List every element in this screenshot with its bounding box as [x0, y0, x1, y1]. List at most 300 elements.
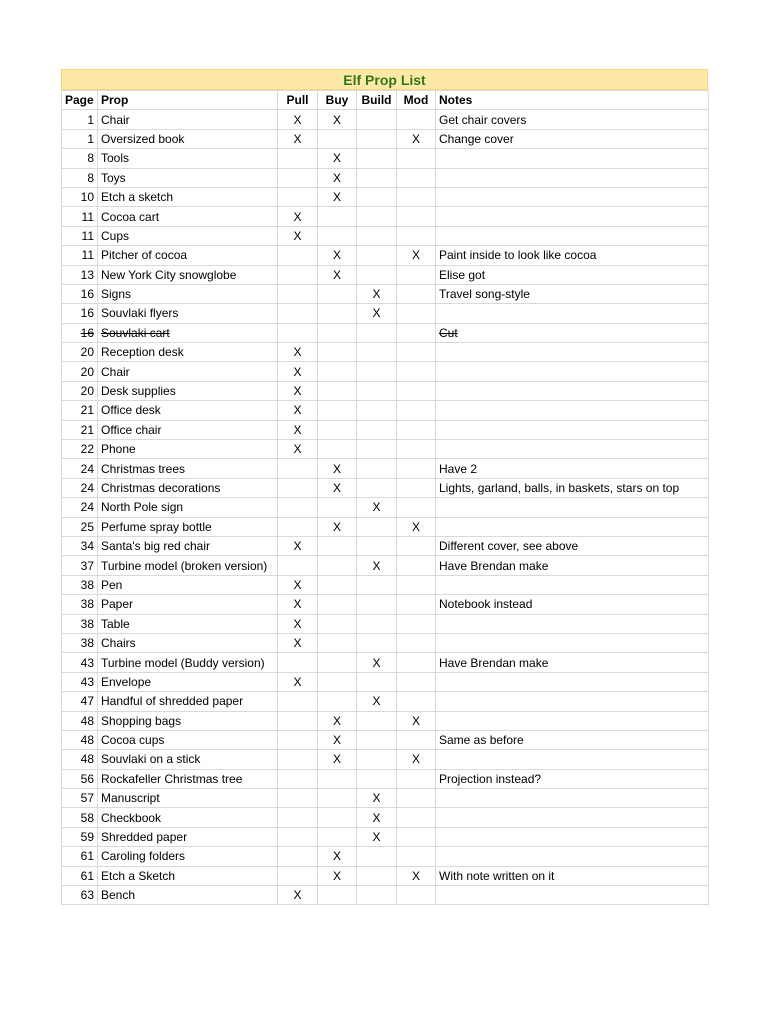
- cell-build[interactable]: X: [357, 827, 397, 846]
- cell-buy[interactable]: [318, 653, 357, 672]
- cell-notes[interactable]: [436, 711, 709, 730]
- cell-mod[interactable]: [397, 730, 436, 749]
- cell-buy[interactable]: [318, 575, 357, 594]
- cell-mod[interactable]: [397, 556, 436, 575]
- cell-buy[interactable]: X: [318, 478, 357, 497]
- cell-build[interactable]: [357, 459, 397, 478]
- cell-pull[interactable]: X: [278, 886, 318, 905]
- cell-page[interactable]: 47: [62, 692, 98, 711]
- cell-mod[interactable]: [397, 362, 436, 381]
- cell-mod[interactable]: [397, 226, 436, 245]
- cell-page[interactable]: 22: [62, 440, 98, 459]
- cell-buy[interactable]: [318, 381, 357, 400]
- cell-build[interactable]: [357, 323, 397, 342]
- cell-mod[interactable]: [397, 536, 436, 555]
- cell-prop[interactable]: Etch a Sketch: [98, 866, 278, 885]
- cell-build[interactable]: X: [357, 808, 397, 827]
- cell-build[interactable]: [357, 614, 397, 633]
- cell-notes[interactable]: Lights, garland, balls, in baskets, stars on top: [436, 478, 709, 497]
- cell-page[interactable]: 11: [62, 207, 98, 226]
- cell-mod[interactable]: [397, 478, 436, 497]
- cell-page[interactable]: 24: [62, 459, 98, 478]
- cell-build[interactable]: [357, 517, 397, 536]
- cell-build[interactable]: [357, 575, 397, 594]
- cell-notes[interactable]: [436, 343, 709, 362]
- cell-pull[interactable]: X: [278, 362, 318, 381]
- cell-prop[interactable]: Chair: [98, 362, 278, 381]
- cell-pull[interactable]: [278, 750, 318, 769]
- cell-build[interactable]: [357, 750, 397, 769]
- cell-mod[interactable]: X: [397, 129, 436, 148]
- cell-build[interactable]: [357, 440, 397, 459]
- cell-mod[interactable]: [397, 769, 436, 788]
- cell-buy[interactable]: [318, 420, 357, 439]
- cell-notes[interactable]: [436, 789, 709, 808]
- cell-mod[interactable]: [397, 401, 436, 420]
- cell-mod[interactable]: [397, 110, 436, 129]
- cell-mod[interactable]: [397, 886, 436, 905]
- cell-page[interactable]: 11: [62, 226, 98, 245]
- cell-buy[interactable]: X: [318, 711, 357, 730]
- cell-prop[interactable]: Perfume spray bottle: [98, 517, 278, 536]
- cell-notes[interactable]: [436, 614, 709, 633]
- cell-page[interactable]: 56: [62, 769, 98, 788]
- cell-page[interactable]: 43: [62, 653, 98, 672]
- cell-buy[interactable]: [318, 304, 357, 323]
- cell-prop[interactable]: Pitcher of cocoa: [98, 246, 278, 265]
- cell-buy[interactable]: X: [318, 187, 357, 206]
- cell-build[interactable]: [357, 168, 397, 187]
- cell-page[interactable]: 38: [62, 575, 98, 594]
- cell-notes[interactable]: [436, 401, 709, 420]
- cell-build[interactable]: [357, 343, 397, 362]
- cell-mod[interactable]: [397, 614, 436, 633]
- cell-mod[interactable]: X: [397, 711, 436, 730]
- cell-notes[interactable]: Have Brendan make: [436, 653, 709, 672]
- cell-mod[interactable]: X: [397, 750, 436, 769]
- cell-build[interactable]: [357, 769, 397, 788]
- cell-pull[interactable]: X: [278, 207, 318, 226]
- header-build[interactable]: Build: [357, 91, 397, 110]
- cell-pull[interactable]: [278, 866, 318, 885]
- cell-notes[interactable]: Paint inside to look like cocoa: [436, 246, 709, 265]
- cell-mod[interactable]: [397, 459, 436, 478]
- cell-mod[interactable]: [397, 808, 436, 827]
- cell-notes[interactable]: [436, 886, 709, 905]
- cell-prop[interactable]: Souvlaki on a stick: [98, 750, 278, 769]
- cell-buy[interactable]: X: [318, 866, 357, 885]
- cell-notes[interactable]: [436, 440, 709, 459]
- cell-buy[interactable]: X: [318, 110, 357, 129]
- cell-mod[interactable]: X: [397, 246, 436, 265]
- cell-prop[interactable]: Office chair: [98, 420, 278, 439]
- cell-prop[interactable]: Office desk: [98, 401, 278, 420]
- cell-notes[interactable]: Get chair covers: [436, 110, 709, 129]
- cell-prop[interactable]: Cocoa cups: [98, 730, 278, 749]
- cell-build[interactable]: [357, 381, 397, 400]
- cell-mod[interactable]: [397, 304, 436, 323]
- table-row: [62, 440, 709, 459]
- cell-notes[interactable]: [436, 226, 709, 245]
- cell-notes[interactable]: Have Brendan make: [436, 556, 709, 575]
- cell-prop[interactable]: Handful of shredded paper: [98, 692, 278, 711]
- cell-notes[interactable]: [436, 304, 709, 323]
- cell-pull[interactable]: [278, 711, 318, 730]
- cell-buy[interactable]: [318, 789, 357, 808]
- cell-buy[interactable]: [318, 827, 357, 846]
- cell-buy[interactable]: X: [318, 265, 357, 284]
- cell-page[interactable]: 58: [62, 808, 98, 827]
- cell-buy[interactable]: [318, 343, 357, 362]
- cell-notes[interactable]: [436, 168, 709, 187]
- cell-page[interactable]: 16: [62, 284, 98, 303]
- cell-mod[interactable]: [397, 323, 436, 342]
- cell-prop[interactable]: Manuscript: [98, 789, 278, 808]
- cell-notes[interactable]: Different cover, see above: [436, 536, 709, 555]
- cell-pull[interactable]: [278, 304, 318, 323]
- cell-notes[interactable]: [436, 575, 709, 594]
- cell-notes[interactable]: Cut: [436, 323, 709, 342]
- cell-prop[interactable]: Caroling folders: [98, 847, 278, 866]
- cell-notes[interactable]: [436, 847, 709, 866]
- cell-build[interactable]: [357, 711, 397, 730]
- cell-build[interactable]: [357, 595, 397, 614]
- cell-pull[interactable]: [278, 517, 318, 536]
- cell-pull[interactable]: [278, 653, 318, 672]
- cell-prop[interactable]: Phone: [98, 440, 278, 459]
- cell-notes[interactable]: With note written on it: [436, 866, 709, 885]
- cell-build[interactable]: X: [357, 284, 397, 303]
- cell-page[interactable]: 11: [62, 246, 98, 265]
- cell-prop[interactable]: Oversized book: [98, 129, 278, 148]
- header-buy[interactable]: Buy: [318, 91, 357, 110]
- cell-build[interactable]: [357, 362, 397, 381]
- cell-notes[interactable]: Have 2: [436, 459, 709, 478]
- cell-buy[interactable]: [318, 886, 357, 905]
- cell-prop[interactable]: Shopping bags: [98, 711, 278, 730]
- cell-buy[interactable]: [318, 226, 357, 245]
- cell-pull[interactable]: X: [278, 595, 318, 614]
- cell-build[interactable]: [357, 886, 397, 905]
- cell-notes[interactable]: [436, 750, 709, 769]
- cell-prop[interactable]: Turbine model (Buddy version): [98, 653, 278, 672]
- cell-prop[interactable]: Cups: [98, 226, 278, 245]
- cell-mod[interactable]: X: [397, 517, 436, 536]
- cell-page[interactable]: 38: [62, 595, 98, 614]
- cell-pull[interactable]: X: [278, 226, 318, 245]
- cell-prop[interactable]: Pen: [98, 575, 278, 594]
- cell-pull[interactable]: X: [278, 420, 318, 439]
- cell-pull[interactable]: [278, 789, 318, 808]
- cell-build[interactable]: [357, 866, 397, 885]
- cell-pull[interactable]: X: [278, 575, 318, 594]
- cell-build[interactable]: [357, 536, 397, 555]
- cell-pull[interactable]: X: [278, 129, 318, 148]
- cell-mod[interactable]: [397, 284, 436, 303]
- cell-buy[interactable]: [318, 614, 357, 633]
- cell-pull[interactable]: [278, 323, 318, 342]
- cell-notes[interactable]: [436, 672, 709, 691]
- cell-buy[interactable]: [318, 595, 357, 614]
- header-prop[interactable]: Prop: [98, 91, 278, 110]
- cell-build[interactable]: [357, 110, 397, 129]
- cell-prop[interactable]: Chair: [98, 110, 278, 129]
- cell-prop[interactable]: Checkbook: [98, 808, 278, 827]
- cell-pull[interactable]: X: [278, 401, 318, 420]
- cell-page[interactable]: 16: [62, 304, 98, 323]
- cell-page[interactable]: 43: [62, 672, 98, 691]
- cell-buy[interactable]: [318, 692, 357, 711]
- cell-mod[interactable]: [397, 653, 436, 672]
- cell-buy[interactable]: X: [318, 459, 357, 478]
- cell-mod[interactable]: [397, 692, 436, 711]
- cell-page[interactable]: 57: [62, 789, 98, 808]
- cell-page[interactable]: 13: [62, 265, 98, 284]
- cell-buy[interactable]: [318, 672, 357, 691]
- cell-build[interactable]: [357, 672, 397, 691]
- cell-page[interactable]: 20: [62, 362, 98, 381]
- cell-prop[interactable]: Tools: [98, 149, 278, 168]
- header-mod[interactable]: Mod: [397, 91, 436, 110]
- cell-mod[interactable]: [397, 440, 436, 459]
- cell-prop[interactable]: Souvlaki flyers: [98, 304, 278, 323]
- table-row: [62, 498, 709, 517]
- cell-prop[interactable]: Chairs: [98, 633, 278, 652]
- cell-buy[interactable]: [318, 323, 357, 342]
- cell-page[interactable]: 20: [62, 343, 98, 362]
- cell-page[interactable]: 61: [62, 847, 98, 866]
- cell-notes[interactable]: [436, 692, 709, 711]
- cell-pull[interactable]: X: [278, 536, 318, 555]
- table-row: [62, 265, 709, 284]
- cell-mod[interactable]: [397, 789, 436, 808]
- cell-build[interactable]: [357, 420, 397, 439]
- cell-pull[interactable]: [278, 478, 318, 497]
- cell-notes[interactable]: [436, 381, 709, 400]
- cell-page[interactable]: 61: [62, 866, 98, 885]
- cell-prop[interactable]: Cocoa cart: [98, 207, 278, 226]
- cell-build[interactable]: X: [357, 653, 397, 672]
- header-page[interactable]: Page: [62, 91, 98, 110]
- cell-build[interactable]: [357, 265, 397, 284]
- cell-page[interactable]: 8: [62, 149, 98, 168]
- cell-notes[interactable]: [436, 207, 709, 226]
- cell-buy[interactable]: X: [318, 168, 357, 187]
- cell-build[interactable]: [357, 246, 397, 265]
- cell-mod[interactable]: [397, 827, 436, 846]
- cell-prop[interactable]: Desk supplies: [98, 381, 278, 400]
- cell-mod[interactable]: [397, 498, 436, 517]
- cell-buy[interactable]: [318, 440, 357, 459]
- cell-mod[interactable]: [397, 633, 436, 652]
- cell-mod[interactable]: [397, 265, 436, 284]
- cell-page[interactable]: 25: [62, 517, 98, 536]
- cell-build[interactable]: [357, 129, 397, 148]
- cell-page[interactable]: 20: [62, 381, 98, 400]
- cell-build[interactable]: [357, 149, 397, 168]
- cell-pull[interactable]: X: [278, 672, 318, 691]
- cell-page[interactable]: 16: [62, 323, 98, 342]
- cell-prop[interactable]: Envelope: [98, 672, 278, 691]
- cell-buy[interactable]: X: [318, 847, 357, 866]
- cell-build[interactable]: X: [357, 692, 397, 711]
- cell-prop[interactable]: Christmas decorations: [98, 478, 278, 497]
- cell-pull[interactable]: [278, 556, 318, 575]
- cell-prop[interactable]: Toys: [98, 168, 278, 187]
- cell-build[interactable]: X: [357, 304, 397, 323]
- table-row: [62, 207, 709, 226]
- cell-build[interactable]: [357, 847, 397, 866]
- cell-page[interactable]: 24: [62, 478, 98, 497]
- cell-buy[interactable]: [318, 284, 357, 303]
- cell-build[interactable]: [357, 478, 397, 497]
- cell-page[interactable]: 21: [62, 420, 98, 439]
- cell-page[interactable]: 48: [62, 711, 98, 730]
- cell-buy[interactable]: X: [318, 730, 357, 749]
- cell-pull[interactable]: [278, 284, 318, 303]
- cell-page[interactable]: 48: [62, 730, 98, 749]
- cell-pull[interactable]: [278, 847, 318, 866]
- cell-mod[interactable]: [397, 207, 436, 226]
- cell-buy[interactable]: [318, 556, 357, 575]
- cell-notes[interactable]: [436, 187, 709, 206]
- cell-page[interactable]: 21: [62, 401, 98, 420]
- cell-page[interactable]: 1: [62, 110, 98, 129]
- cell-build[interactable]: X: [357, 556, 397, 575]
- cell-mod[interactable]: [397, 575, 436, 594]
- cell-notes[interactable]: Notebook instead: [436, 595, 709, 614]
- cell-prop[interactable]: Christmas trees: [98, 459, 278, 478]
- cell-pull[interactable]: X: [278, 633, 318, 652]
- cell-build[interactable]: X: [357, 789, 397, 808]
- cell-page[interactable]: 38: [62, 614, 98, 633]
- cell-prop[interactable]: Table: [98, 614, 278, 633]
- cell-notes[interactable]: [436, 808, 709, 827]
- cell-pull[interactable]: [278, 692, 318, 711]
- cell-buy[interactable]: X: [318, 149, 357, 168]
- cell-buy[interactable]: X: [318, 517, 357, 536]
- header-notes[interactable]: Notes: [436, 91, 709, 110]
- cell-notes[interactable]: Projection instead?: [436, 769, 709, 788]
- cell-notes[interactable]: [436, 498, 709, 517]
- cell-prop[interactable]: Bench: [98, 886, 278, 905]
- cell-build[interactable]: [357, 207, 397, 226]
- cell-notes[interactable]: [436, 420, 709, 439]
- cell-buy[interactable]: X: [318, 750, 357, 769]
- cell-pull[interactable]: [278, 246, 318, 265]
- cell-notes[interactable]: Same as before: [436, 730, 709, 749]
- cell-build[interactable]: [357, 187, 397, 206]
- cell-pull[interactable]: X: [278, 381, 318, 400]
- cell-mod[interactable]: [397, 187, 436, 206]
- cell-notes[interactable]: [436, 827, 709, 846]
- cell-mod[interactable]: X: [397, 866, 436, 885]
- cell-notes[interactable]: [436, 517, 709, 536]
- cell-notes[interactable]: Travel song-style: [436, 284, 709, 303]
- cell-page[interactable]: 38: [62, 633, 98, 652]
- cell-prop[interactable]: Signs: [98, 284, 278, 303]
- cell-notes[interactable]: [436, 362, 709, 381]
- cell-build[interactable]: [357, 633, 397, 652]
- cell-prop[interactable]: Reception desk: [98, 343, 278, 362]
- cell-buy[interactable]: [318, 498, 357, 517]
- cell-mod[interactable]: [397, 672, 436, 691]
- cell-prop[interactable]: New York City snowglobe: [98, 265, 278, 284]
- table-row: [62, 789, 709, 808]
- cell-prop[interactable]: North Pole sign: [98, 498, 278, 517]
- cell-pull[interactable]: X: [278, 343, 318, 362]
- cell-buy[interactable]: [318, 808, 357, 827]
- cell-pull[interactable]: X: [278, 614, 318, 633]
- cell-page[interactable]: 8: [62, 168, 98, 187]
- cell-buy[interactable]: [318, 207, 357, 226]
- cell-buy[interactable]: [318, 362, 357, 381]
- cell-page[interactable]: 10: [62, 187, 98, 206]
- cell-pull[interactable]: X: [278, 440, 318, 459]
- cell-buy[interactable]: [318, 633, 357, 652]
- cell-build[interactable]: X: [357, 498, 397, 517]
- cell-prop[interactable]: Rockafeller Christmas tree: [98, 769, 278, 788]
- cell-mod[interactable]: [397, 847, 436, 866]
- cell-mod[interactable]: [397, 343, 436, 362]
- cell-pull[interactable]: [278, 498, 318, 517]
- cell-page[interactable]: 34: [62, 536, 98, 555]
- cell-pull[interactable]: [278, 769, 318, 788]
- cell-mod[interactable]: [397, 381, 436, 400]
- cell-pull[interactable]: [278, 827, 318, 846]
- cell-buy[interactable]: [318, 769, 357, 788]
- cell-buy[interactable]: [318, 401, 357, 420]
- cell-pull[interactable]: [278, 168, 318, 187]
- cell-page[interactable]: 63: [62, 886, 98, 905]
- cell-buy[interactable]: [318, 536, 357, 555]
- cell-page[interactable]: 24: [62, 498, 98, 517]
- cell-prop[interactable]: Paper: [98, 595, 278, 614]
- cell-notes[interactable]: Elise got: [436, 265, 709, 284]
- cell-page[interactable]: 37: [62, 556, 98, 575]
- cell-pull[interactable]: [278, 459, 318, 478]
- cell-build[interactable]: [357, 226, 397, 245]
- cell-pull[interactable]: [278, 730, 318, 749]
- cell-buy[interactable]: X: [318, 246, 357, 265]
- cell-mod[interactable]: [397, 595, 436, 614]
- cell-mod[interactable]: [397, 149, 436, 168]
- cell-notes[interactable]: Change cover: [436, 129, 709, 148]
- cell-prop[interactable]: Etch a sketch: [98, 187, 278, 206]
- cell-pull[interactable]: X: [278, 110, 318, 129]
- cell-notes[interactable]: [436, 149, 709, 168]
- cell-prop[interactable]: Shredded paper: [98, 827, 278, 846]
- cell-pull[interactable]: [278, 149, 318, 168]
- cell-page[interactable]: 48: [62, 750, 98, 769]
- cell-page[interactable]: 1: [62, 129, 98, 148]
- table-row: [62, 808, 709, 827]
- cell-prop[interactable]: Santa's big red chair: [98, 536, 278, 555]
- cell-build[interactable]: [357, 730, 397, 749]
- cell-notes[interactable]: [436, 633, 709, 652]
- cell-mod[interactable]: [397, 168, 436, 187]
- header-pull[interactable]: Pull: [278, 91, 318, 110]
- cell-pull[interactable]: [278, 808, 318, 827]
- cell-prop[interactable]: Turbine model (broken version): [98, 556, 278, 575]
- cell-page[interactable]: 59: [62, 827, 98, 846]
- cell-pull[interactable]: [278, 187, 318, 206]
- cell-mod[interactable]: [397, 420, 436, 439]
- cell-prop[interactable]: Souvlaki cart: [98, 323, 278, 342]
- cell-buy[interactable]: [318, 129, 357, 148]
- cell-build[interactable]: [357, 401, 397, 420]
- cell-pull[interactable]: [278, 265, 318, 284]
